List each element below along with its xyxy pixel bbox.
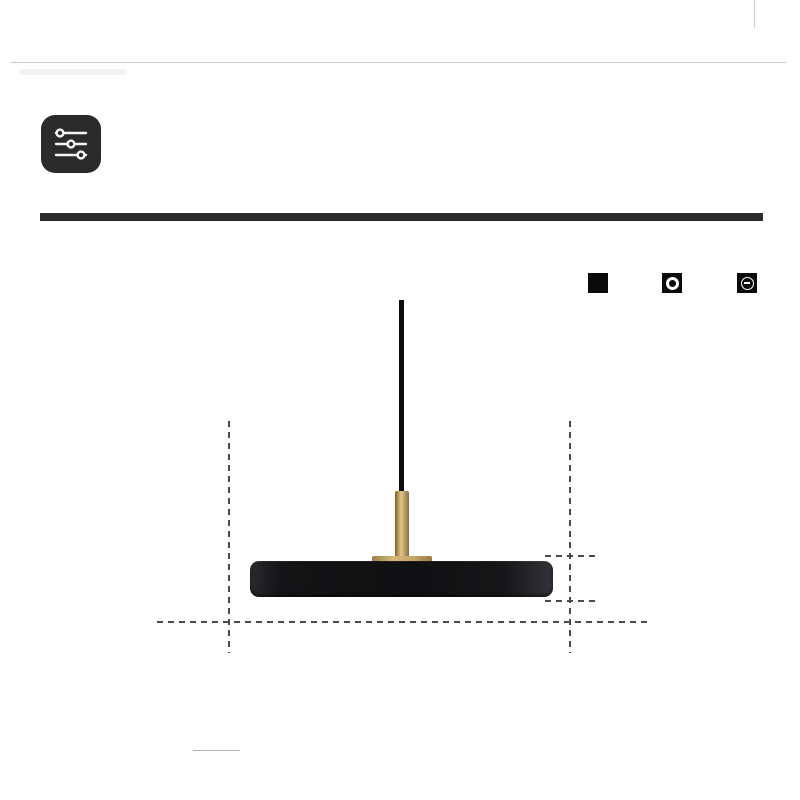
lamp-brass-stem [395,491,409,559]
ring-icon [662,273,682,293]
height-guide-bottom [545,600,596,602]
diameter-guide-left [228,421,230,653]
copyright-icon [588,273,608,293]
lamp-cord [399,300,404,493]
ring-glyph [666,277,679,290]
top-right-divider [754,0,755,28]
header-divider [10,62,786,63]
lamp-disc-shade [250,561,553,597]
minus-dash [744,282,750,284]
bottom-ruler-ticks [0,793,800,800]
minus-circle-ring [741,277,754,290]
footer-rule [193,750,240,751]
sliders-icon [41,115,101,173]
faint-highlight-strip [20,69,127,75]
diameter-guide-line [157,621,647,623]
sliders-icon-glyph [52,127,90,161]
height-guide-top [545,555,596,557]
brand-word-display [470,82,772,96]
top-ruler-ticks [40,221,763,241]
ruler-bar [40,213,763,221]
brand-word-lighting [40,82,380,96]
minus-circle-icon [737,273,757,293]
diameter-guide-right [569,421,571,653]
